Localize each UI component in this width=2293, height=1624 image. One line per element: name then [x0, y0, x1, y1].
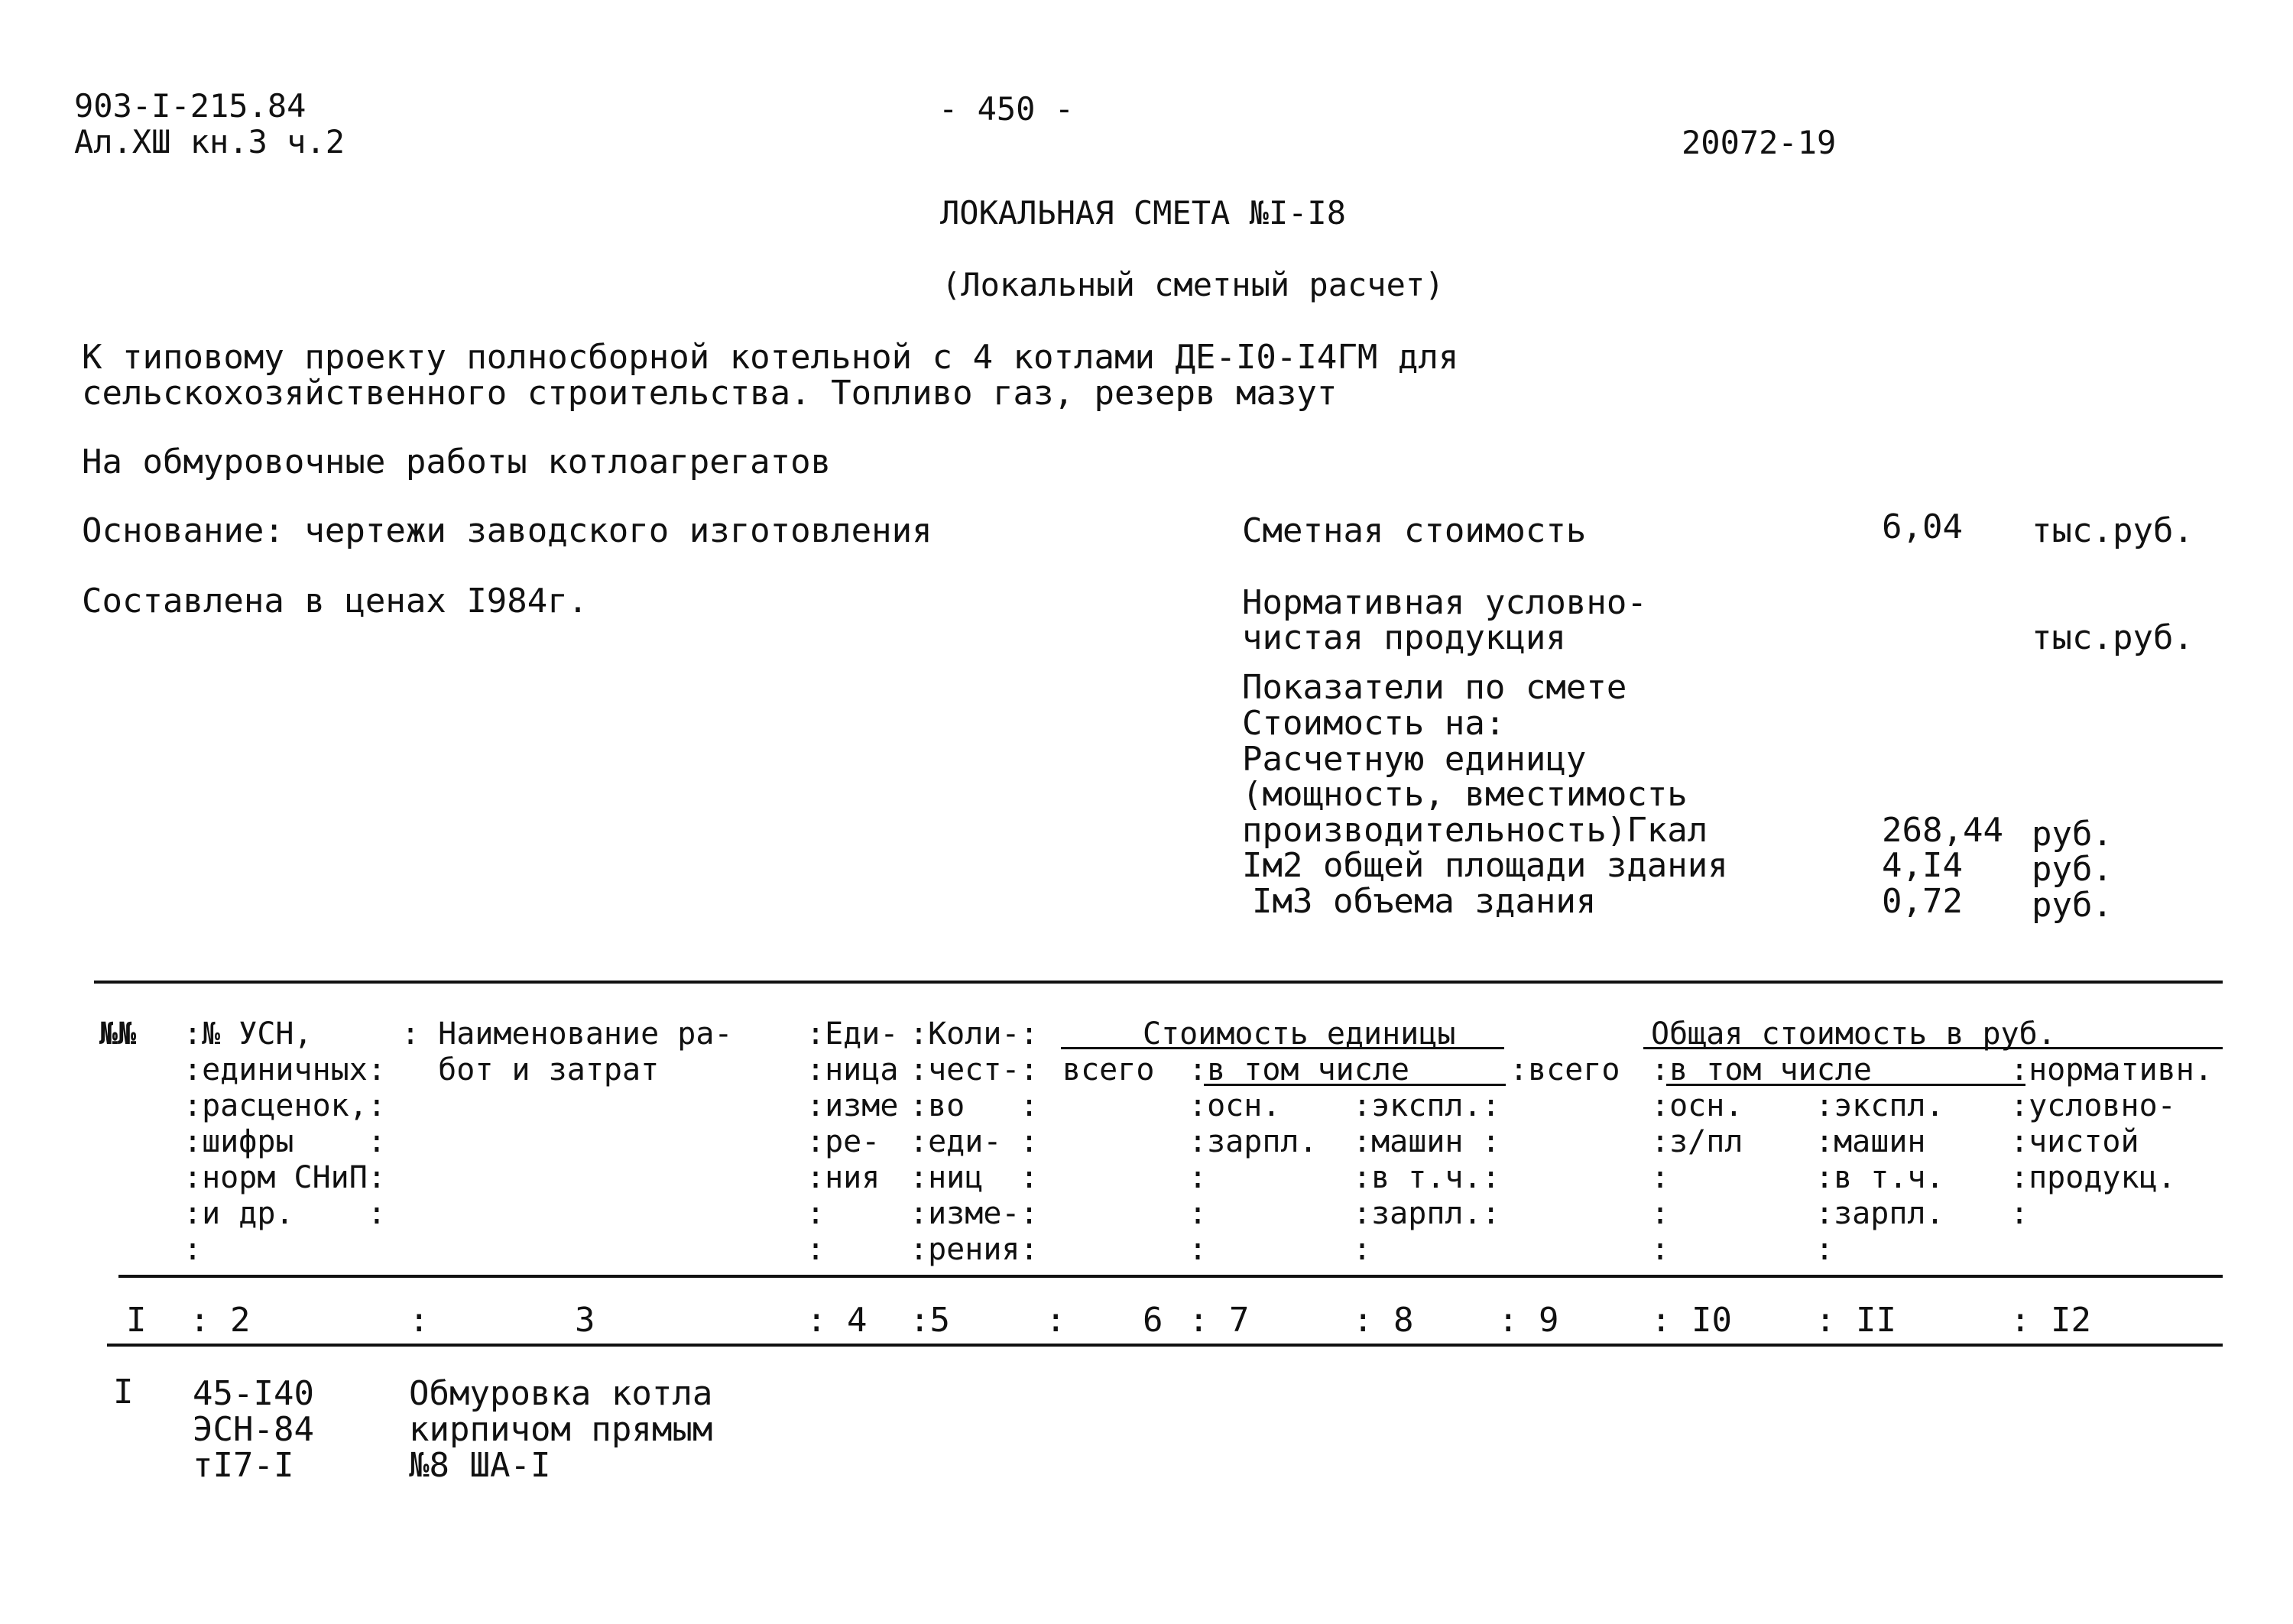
col-header-c10-group: :в том числе [1651, 1052, 1872, 1088]
indicator-value-gcal: 268,44 [1882, 811, 2003, 850]
page-subtitle: (Локальный сметный расчет) [942, 266, 1445, 303]
cost-label: Сметная стоимость [1242, 511, 1587, 550]
indicators-line6: Iм2 общей площади здания [1242, 846, 1728, 885]
col-number-1: I [126, 1301, 147, 1340]
col-header-c12: :нормативн. :условно- :чистой :продукц. : [2010, 1052, 2213, 1231]
col-header-c8: :экспл.: :машин : :в т.ч.: :зарпл.: : [1353, 1088, 1500, 1267]
col-header-c6: всего [1062, 1052, 1155, 1088]
col-header-c11: :экспл. :машин :в т.ч. :зарпл. : [1815, 1088, 1944, 1267]
indicators-line1: Показатели по смете [1242, 668, 1627, 707]
table-header-rule [118, 1275, 2223, 1278]
col-number-3: 3 [575, 1301, 595, 1340]
indicator-value-area: 4,I4 [1882, 846, 1963, 885]
col-number-8: : 8 [1353, 1301, 1414, 1340]
indicators-line7: Iм3 объема здания [1252, 882, 1597, 921]
col-number-5: :5 [910, 1301, 950, 1340]
cost-unit: тыс.руб. [2032, 511, 2194, 550]
project-line2: сельскохозяйственного строительства. Топливо газ, резерв мазут [82, 374, 1338, 413]
project-line1: К типовому проекту полносборной котельной с 4 котлами ДЕ-I0-I4ГМ для [82, 338, 1459, 377]
col-number-11: : II [1815, 1301, 1896, 1340]
col-header-c10: :осн. :з/пл : : : [1651, 1088, 1743, 1267]
cost-value: 6,04 [1882, 507, 1963, 546]
npp-unit: тыс.руб. [2032, 618, 2194, 657]
indicators-line5: производительность)Гкал [1242, 811, 1708, 850]
indicators-line3: Расчетную единицу [1242, 740, 1587, 779]
col-number-sep: : [409, 1301, 430, 1340]
indicators-line4: (мощность, вместимость [1242, 775, 1688, 814]
row-work-name: Обмуровка котла кирпичом прямым №8 ША-I [409, 1374, 713, 1485]
table-top-rule [94, 981, 2223, 984]
col-number-10: : I0 [1651, 1301, 1732, 1340]
indicator-unit-area: руб. [2032, 850, 2113, 889]
doc-number: 20072-19 [1682, 124, 1837, 161]
col-header-total-cost: Общая стоимость в руб. [1651, 1016, 2056, 1052]
col-number-9: : 9 [1498, 1301, 1559, 1340]
col-header-c9: :всего [1510, 1052, 1620, 1088]
col-header-name: : Наименование ра- бот и затрат [401, 1016, 733, 1088]
page-title: ЛОКАЛЬНАЯ СМЕТА №I-I8 [940, 194, 1347, 232]
basis-text: Основание: чертежи заводского изготовления [82, 511, 932, 550]
indicators-line2: Стоимость на: [1242, 704, 1506, 743]
col-header-unit-cost: Стоимость единицы [1143, 1016, 1456, 1052]
col-number-2: : 2 [190, 1301, 251, 1340]
col-header-c7-group: :в том числе [1189, 1052, 1409, 1088]
works-description: На обмуровочные работы котлоагрегатов [82, 442, 832, 481]
table-colnum-rule [107, 1344, 2223, 1347]
page-number: - 450 - [939, 90, 1075, 128]
row-code: 45-I40 ЭСН-84 тI7-I [193, 1374, 314, 1485]
indicator-unit-gcal: руб. [2032, 815, 2113, 854]
col-number-7: : 7 [1189, 1301, 1250, 1340]
col-number-6: 6 [1143, 1301, 1163, 1340]
doc-code-line1: 903-I-215.84 [74, 87, 306, 125]
col-header-qty: :Коли-: :чест-: :во : :еди- : :ниц : :изме-: :рения: [910, 1016, 1039, 1267]
row-number: I [113, 1373, 134, 1412]
indicator-value-volume: 0,72 [1882, 882, 1963, 921]
doc-code-line2: Ал.XШ кн.3 ч.2 [74, 123, 345, 160]
npp-label-line2: чистая продукция [1242, 618, 1566, 657]
col-number-12: : I2 [2010, 1301, 2091, 1340]
col-header-c7: :осн. :зарпл. : : : [1189, 1088, 1318, 1267]
indicator-unit-volume: руб. [2032, 886, 2113, 925]
col-number-sep2: : [1046, 1301, 1066, 1340]
col-header-usn: :№ УСН, :единичных: :расценок,: :шифры : :норм СНиП: :и др. : : [183, 1016, 386, 1267]
prices-text: Составлена в ценах I984г. [82, 582, 589, 621]
col-header-num: №№ [99, 1016, 137, 1052]
npp-label-line1: Нормативная условно- [1242, 583, 1647, 622]
col-header-unit: :Еди- :ница :изме :ре- :ния : : [806, 1016, 899, 1267]
col-number-4: : 4 [806, 1301, 868, 1340]
